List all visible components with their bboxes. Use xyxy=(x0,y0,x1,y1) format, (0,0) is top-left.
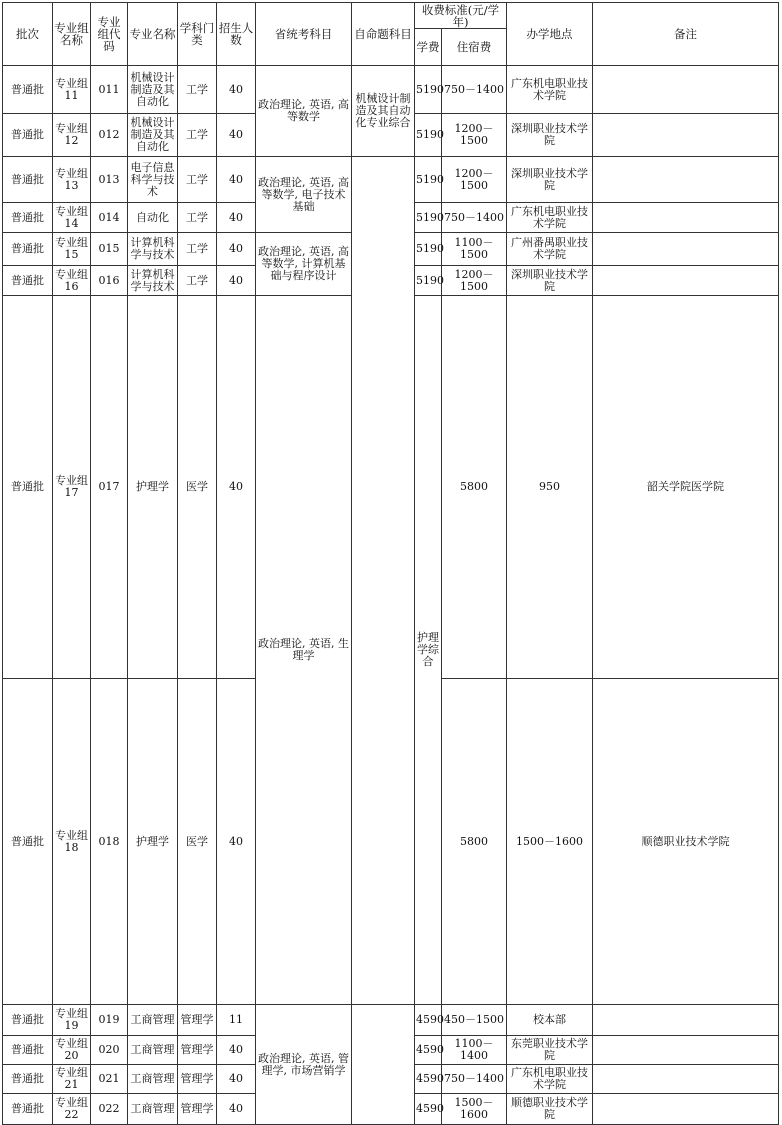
cell-code: 018 xyxy=(91,679,128,1005)
header-fee-standard: 收费标准(元/学年) xyxy=(415,3,507,29)
cell-accommodation: 1200－1500 xyxy=(442,266,507,296)
cell-tuition: 4590 xyxy=(415,1005,442,1036)
cell-quota: 40 xyxy=(217,1094,256,1125)
cell-major: 计算机科学与技术 xyxy=(128,233,178,266)
cell-remarks xyxy=(593,1036,779,1065)
cell-remarks xyxy=(593,1065,779,1094)
header-row xyxy=(3,3,779,29)
cell-accommodation: 1100－1500 xyxy=(442,233,507,266)
cell-group: 专业组18 xyxy=(53,679,91,1005)
cell-tuition: 5190 xyxy=(415,233,442,266)
cell-batch: 普通批 xyxy=(3,233,53,266)
header-accommodation: 住宿费 xyxy=(442,29,507,66)
cell-quota: 40 xyxy=(217,1036,256,1065)
cell-remarks xyxy=(593,157,779,203)
cell-quota: 11 xyxy=(217,1005,256,1036)
table-row xyxy=(3,66,779,114)
cell-tuition: 5190 xyxy=(415,203,442,233)
header-quota: 招生人数 xyxy=(217,3,256,66)
cell-code: 016 xyxy=(91,266,128,296)
cell-discipline: 工学 xyxy=(178,114,217,157)
cell-location: 广东机电职业技术学院 xyxy=(507,203,593,233)
cell-quota: 40 xyxy=(217,157,256,203)
header-provincial-subjects: 省统考科目 xyxy=(256,3,352,66)
cell-provincial-subjects: 政治理论, 英语, 高等数学, 计算机基础与程序设计 xyxy=(256,233,352,296)
cell-location: 广州番禺职业技术学院 xyxy=(507,233,593,266)
cell-quota: 40 xyxy=(217,66,256,114)
cell-remarks xyxy=(593,114,779,157)
cell-tuition: 5800 xyxy=(442,679,507,1005)
header-self-subjects: 自命题科目 xyxy=(352,3,415,66)
cell-major: 工商管理 xyxy=(128,1065,178,1094)
cell-quota: 40 xyxy=(217,679,256,1005)
header-remarks: 备注 xyxy=(593,3,779,66)
cell-discipline: 管理学 xyxy=(178,1094,217,1125)
cell-code: 013 xyxy=(91,157,128,203)
cell-tuition: 5190 xyxy=(415,114,442,157)
cell-major: 工商管理 xyxy=(128,1036,178,1065)
header-tuition: 学费 xyxy=(415,29,442,66)
cell-discipline: 管理学 xyxy=(178,1036,217,1065)
cell-tuition: 4590 xyxy=(415,1094,442,1125)
cell-tuition: 5800 xyxy=(442,296,507,679)
cell-location: 深圳职业技术学院 xyxy=(507,114,593,157)
cell-batch: 普通批 xyxy=(3,114,53,157)
header-group-code: 专业组代码 xyxy=(91,3,128,66)
cell-major: 护理学 xyxy=(128,296,178,679)
cell-remarks xyxy=(593,1005,779,1036)
cell-group: 专业组21 xyxy=(53,1065,91,1094)
cell-batch: 普通批 xyxy=(3,66,53,114)
cell-batch: 普通批 xyxy=(3,1094,53,1125)
cell-major: 电子信息科学与技术 xyxy=(128,157,178,203)
cell-discipline: 工学 xyxy=(178,203,217,233)
cell-quota: 40 xyxy=(217,233,256,266)
cell-code: 015 xyxy=(91,233,128,266)
cell-remarks xyxy=(593,1094,779,1125)
cell-location: 广东机电职业技术学院 xyxy=(507,66,593,114)
cell-group: 专业组20 xyxy=(53,1036,91,1065)
cell-group: 专业组19 xyxy=(53,1005,91,1036)
cell-major: 工商管理 xyxy=(128,1005,178,1036)
cell-code: 014 xyxy=(91,203,128,233)
cell-code: 012 xyxy=(91,114,128,157)
cell-accommodation: 1200－1500 xyxy=(442,114,507,157)
cell-discipline: 医学 xyxy=(178,296,217,679)
cell-discipline: 工学 xyxy=(178,266,217,296)
table-row xyxy=(3,1005,779,1036)
cell-quota: 40 xyxy=(217,296,256,679)
cell-code: 019 xyxy=(91,1005,128,1036)
table-row xyxy=(3,157,779,203)
cell-self-subjects: 护理学综合 xyxy=(415,296,442,1005)
cell-code: 020 xyxy=(91,1036,128,1065)
cell-discipline: 管理学 xyxy=(178,1005,217,1036)
cell-accommodation: 750－1400 xyxy=(442,1065,507,1094)
cell-accommodation: 1100－1400 xyxy=(442,1036,507,1065)
cell-location: 顺德职业技术学院 xyxy=(507,1094,593,1125)
cell-batch: 普通批 xyxy=(3,1005,53,1036)
cell-tuition: 5190 xyxy=(415,157,442,203)
cell-accommodation: 1500－1600 xyxy=(507,679,593,1005)
cell-remarks xyxy=(593,266,779,296)
cell-location: 深圳职业技术学院 xyxy=(507,157,593,203)
cell-location: 广东机电职业技术学院 xyxy=(507,1065,593,1094)
cell-location: 顺德职业技术学院 xyxy=(593,679,779,1005)
cell-tuition: 4590 xyxy=(415,1065,442,1094)
cell-self-subjects: 机械设计制造及其自动化专业综合 xyxy=(352,66,415,157)
cell-provincial-subjects: 政治理论, 英语, 高等数学 xyxy=(256,66,352,157)
cell-self-subjects-empty xyxy=(352,1005,415,1125)
cell-accommodation: 1200－1500 xyxy=(442,157,507,203)
cell-accommodation: 750－1400 xyxy=(442,66,507,114)
cell-quota: 40 xyxy=(217,203,256,233)
cell-code: 022 xyxy=(91,1094,128,1125)
cell-code: 017 xyxy=(91,296,128,679)
cell-batch: 普通批 xyxy=(3,679,53,1005)
cell-location: 东莞职业技术学院 xyxy=(507,1036,593,1065)
cell-batch: 普通批 xyxy=(3,266,53,296)
cell-remarks xyxy=(593,66,779,114)
cell-batch: 普通批 xyxy=(3,203,53,233)
cell-accommodation: 1500－1600 xyxy=(442,1094,507,1125)
cell-major: 工商管理 xyxy=(128,1094,178,1125)
cell-group: 专业组17 xyxy=(53,296,91,679)
cell-group: 专业组22 xyxy=(53,1094,91,1125)
cell-self-subjects-empty xyxy=(352,157,415,1005)
cell-major: 护理学 xyxy=(128,679,178,1005)
cell-batch: 普通批 xyxy=(3,296,53,679)
cell-location: 韶关学院医学院 xyxy=(593,296,779,679)
cell-accommodation: 450－1500 xyxy=(442,1005,507,1036)
cell-discipline: 管理学 xyxy=(178,1065,217,1094)
cell-major: 自动化 xyxy=(128,203,178,233)
cell-tuition: 4590 xyxy=(415,1036,442,1065)
cell-quota: 40 xyxy=(217,266,256,296)
cell-quota: 40 xyxy=(217,114,256,157)
cell-batch: 普通批 xyxy=(3,1065,53,1094)
cell-group: 专业组15 xyxy=(53,233,91,266)
cell-code: 021 xyxy=(91,1065,128,1094)
header-group-name: 专业组名称 xyxy=(53,3,91,66)
cell-group: 专业组13 xyxy=(53,157,91,203)
cell-provincial-subjects: 政治理论, 英语, 高等数学, 电子技术基础 xyxy=(256,157,352,233)
cell-quota: 40 xyxy=(217,1065,256,1094)
admission-table xyxy=(2,2,779,1125)
cell-batch: 普通批 xyxy=(3,157,53,203)
cell-group: 专业组16 xyxy=(53,266,91,296)
cell-accommodation: 950 xyxy=(507,296,593,679)
cell-code: 011 xyxy=(91,66,128,114)
header-batch: 批次 xyxy=(3,3,53,66)
cell-accommodation: 750－1400 xyxy=(442,203,507,233)
header-location: 办学地点 xyxy=(507,3,593,66)
cell-group: 专业组12 xyxy=(53,114,91,157)
cell-discipline: 工学 xyxy=(178,233,217,266)
cell-provincial-subjects: 政治理论, 英语, 管理学, 市场营销学 xyxy=(256,1005,352,1125)
cell-batch: 普通批 xyxy=(3,1036,53,1065)
header-major-name: 专业名称 xyxy=(128,3,178,66)
cell-discipline: 工学 xyxy=(178,157,217,203)
cell-major: 机械设计制造及其自动化 xyxy=(128,66,178,114)
cell-group: 专业组11 xyxy=(53,66,91,114)
cell-tuition: 5190 xyxy=(415,66,442,114)
cell-remarks xyxy=(593,233,779,266)
header-discipline: 学科门类 xyxy=(178,3,217,66)
cell-major: 机械设计制造及其自动化 xyxy=(128,114,178,157)
cell-location: 校本部 xyxy=(507,1005,593,1036)
cell-location: 深圳职业技术学院 xyxy=(507,266,593,296)
cell-discipline: 工学 xyxy=(178,66,217,114)
cell-provincial-subjects: 政治理论, 英语, 生理学 xyxy=(256,296,352,1005)
cell-major: 计算机科学与技术 xyxy=(128,266,178,296)
cell-group: 专业组14 xyxy=(53,203,91,233)
cell-discipline: 医学 xyxy=(178,679,217,1005)
cell-tuition: 5190 xyxy=(415,266,442,296)
cell-remarks xyxy=(593,203,779,233)
